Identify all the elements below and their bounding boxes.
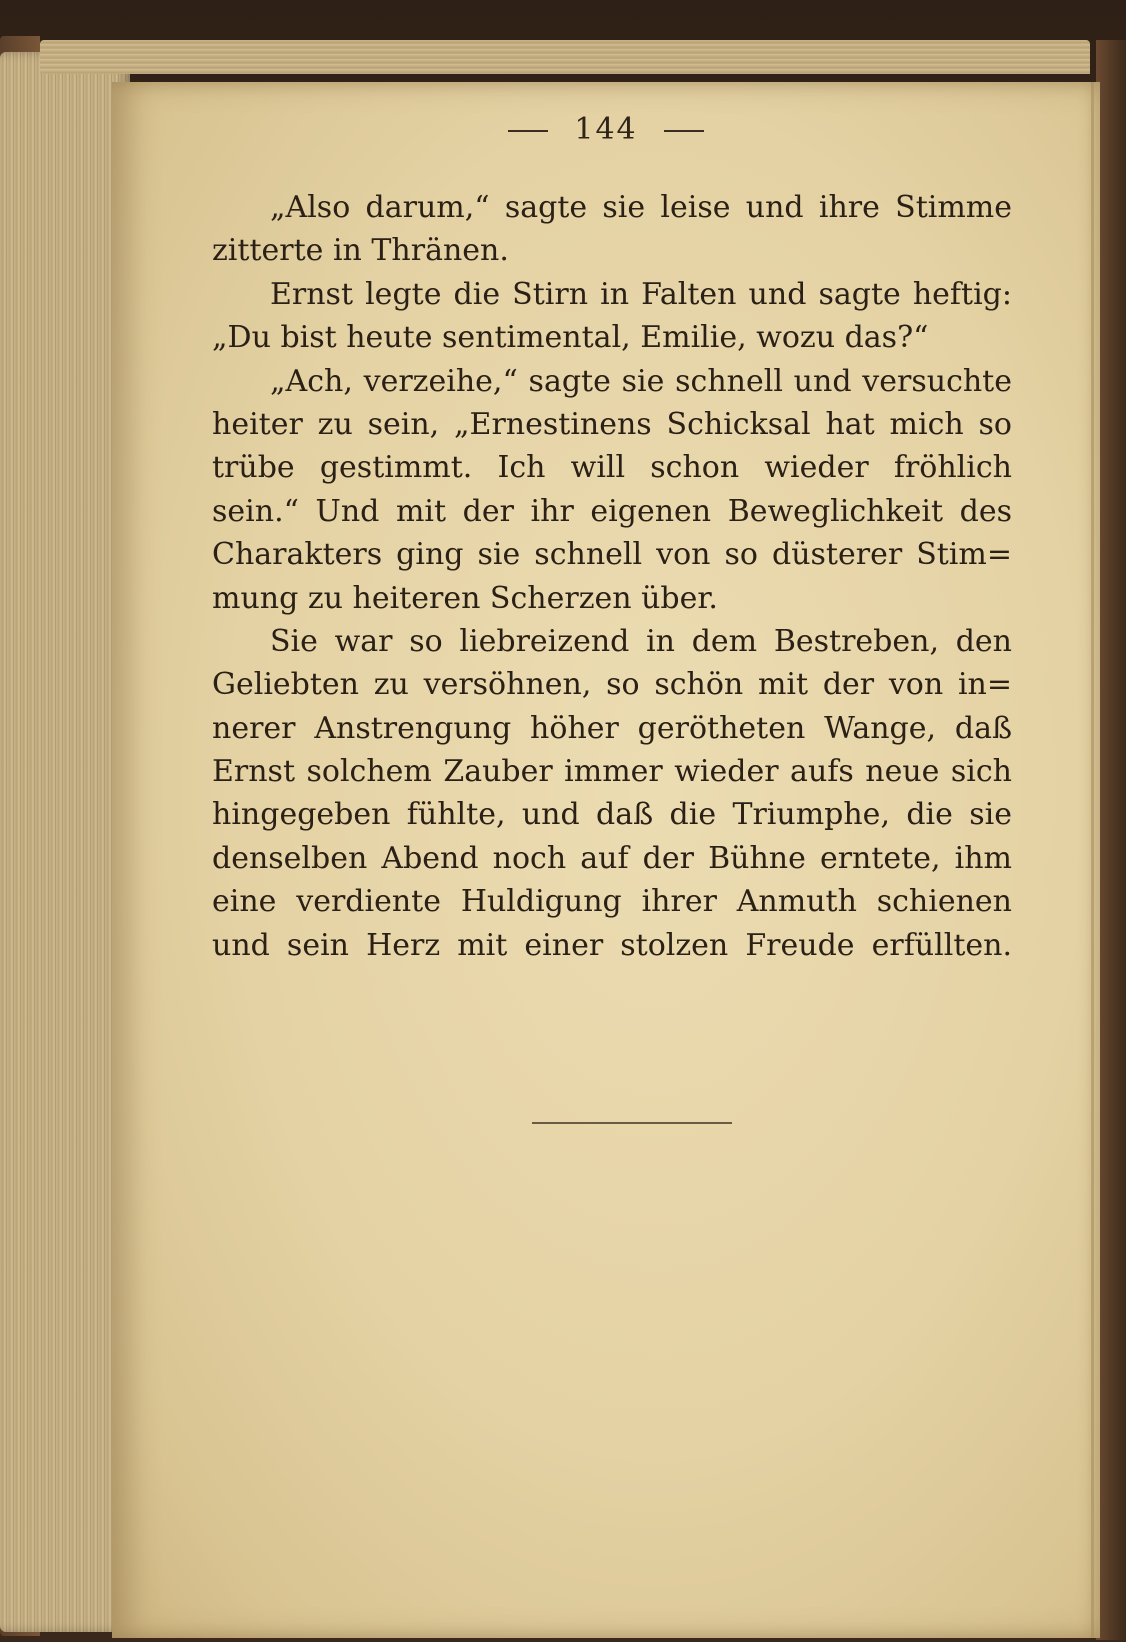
gutter-line — [1091, 82, 1094, 1638]
text-line: mung zu heiteren Scherzen über. — [212, 580, 718, 616]
book-page — [112, 82, 1100, 1638]
text-line: sein.“ Und mit der ihr eigenen Beweglichkeit des — [212, 493, 1012, 529]
text-line: nerer Anstrengung höher gerötheten Wange, daß — [212, 710, 1012, 746]
text-line: heiter zu sein, „Ernestinens Schicksal hat mich so — [212, 406, 1012, 442]
page-number: 144 — [574, 112, 638, 147]
text-line: Charakters ging sie schnell von so düsterer Stim= — [212, 537, 1012, 573]
text-line: denselben Abend noch auf der Bühne erntete, ihm — [212, 840, 1012, 876]
text-line: hingegeben fühlte, und daß die Triumphe, die sie — [212, 797, 1012, 833]
page-stack-edge — [0, 52, 130, 1632]
text-line: „Du bist heute sentimental, Emilie, wozu das?“ — [212, 320, 929, 356]
text-line: Ernst solchem Zauber immer wieder aufs neue sich — [212, 754, 1012, 790]
header-dash-left — [508, 130, 548, 132]
header-dash-right — [664, 130, 704, 132]
text-line: „Ach, verzeihe,“ sagte sie schnell und versuchte — [270, 363, 1012, 399]
text-line: trübe gestimmt. Ich will schon wieder fröhlich — [212, 450, 1012, 486]
text-line: Sie war so liebreizend in dem Bestreben, den — [270, 623, 1012, 659]
text-line: Ernst legte die Stirn in Falten und sagte heftig: — [270, 276, 1012, 312]
page-top-edge — [40, 40, 1090, 74]
text-line: eine verdiente Huldigung ihrer Anmuth schienen — [212, 884, 1012, 920]
text-line: „Also darum,“ sagte sie leise und ihre Stimme — [270, 190, 1012, 225]
book-spine-shadow — [1096, 40, 1126, 1640]
section-end-rule — [532, 1122, 732, 1124]
body-text — [212, 186, 1012, 967]
text-line: zitterte in Thränen. — [212, 233, 509, 269]
text-line: und sein Herz mit einer stolzen Freude erfüllten. — [212, 927, 1012, 963]
text-line: Geliebten zu versöhnen, so schön mit der von in= — [212, 667, 1012, 703]
page-header — [112, 112, 1100, 147]
